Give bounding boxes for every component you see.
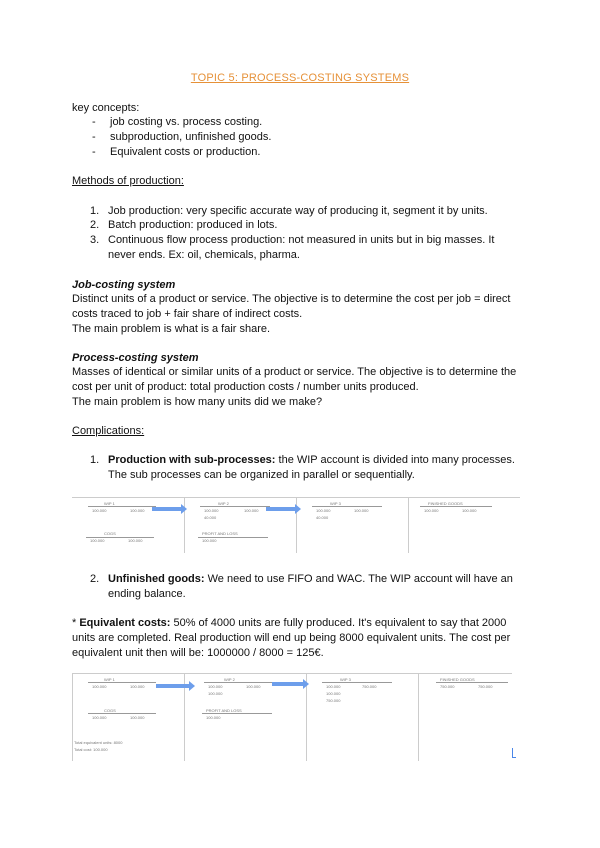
divider (72, 673, 512, 674)
divider (512, 757, 516, 758)
divider (418, 673, 419, 761)
divider (204, 682, 274, 683)
diagram-label: 100.000 (326, 691, 341, 696)
diagram-label: 100.000 (130, 508, 145, 513)
diagram-label: 100.000 (130, 715, 145, 720)
key-concepts-heading: key concepts: (72, 102, 140, 114)
job-costing-heading: Job-costing system (72, 279, 176, 291)
diagram-label: WIP 1 (104, 677, 115, 682)
diagram-label: 100.000 (128, 538, 143, 543)
divider (420, 506, 492, 507)
divider (306, 673, 307, 761)
divider (184, 497, 185, 553)
paragraph-line: Distinct units of a product or service. The objective is to determine the cost per job = direct (72, 293, 511, 305)
diagram-label: 100.000 (316, 508, 331, 513)
diagram-label: 100.000 (92, 715, 107, 720)
diagram-label: 100.000 (92, 508, 107, 513)
divider (296, 497, 297, 553)
divider (88, 713, 156, 714)
methods-heading: Methods of production: (72, 175, 184, 187)
divider (72, 673, 73, 761)
diagram-label: 40.000 (316, 515, 329, 520)
divider (322, 682, 392, 683)
divider (86, 537, 154, 538)
diagram-label: COGS (104, 708, 116, 713)
diagram-label: FINISHED GOODS (428, 501, 463, 506)
paragraph-line: The main problem is what is a fair share. (72, 323, 271, 335)
diagram-label: 100.000 (208, 691, 223, 696)
diagram-label: Total cost: 100.000 (74, 747, 108, 752)
diagram-label: FINISHED GOODS (440, 677, 475, 682)
diagram-label: 100.000 (90, 538, 105, 543)
paragraph-line: costs traced to job + fair share of indirect costs. (72, 308, 303, 320)
divider (436, 682, 508, 683)
diagram-label: WIP 2 (218, 501, 229, 506)
divider (184, 673, 185, 761)
dash-bullet: - (92, 146, 96, 158)
paragraph-line: units are completed. Real production will end up being 8000 equivalent units. The cost per (72, 632, 511, 644)
arrow-icon (152, 507, 182, 511)
divider (72, 497, 520, 498)
diagram-label: WIP 3 (340, 677, 351, 682)
divider (198, 537, 268, 538)
paragraph-line: Masses of identical or similar units of a product or service. The objective is to determine the (72, 366, 517, 378)
diagram-label: 750.000 (326, 698, 341, 703)
diagram-label: 100.000 (354, 508, 369, 513)
dash-bullet: - (92, 116, 96, 128)
diagram-label: WIP 2 (224, 677, 235, 682)
diagram-label: COGS (104, 531, 116, 536)
diagram-label: 100.000 (424, 508, 439, 513)
diagram-label: 100.000 (204, 508, 219, 513)
list-item-continuation: The sub processes can be organized in parallel or sequentially. (108, 469, 415, 481)
divider (202, 713, 272, 714)
diagram-label: 750.000 (478, 684, 493, 689)
divider (312, 506, 382, 507)
diagram-label: 100.000 (130, 684, 145, 689)
paragraph-line: cost per unit of product: total production costs / number units produced. (72, 381, 419, 393)
arrow-icon (156, 684, 190, 688)
list-item-continuation: ending balance. (108, 588, 186, 600)
dash-bullet: - (92, 131, 96, 143)
cell-cursor-icon (512, 748, 513, 758)
diagram-label: 100.000 (206, 715, 221, 720)
paragraph-line: The main problem is how many units did we make? (72, 396, 323, 408)
diagram-label: 100.000 (92, 684, 107, 689)
diagram-label: 100.000 (246, 684, 261, 689)
divider (200, 506, 270, 507)
diagram-label: PROFIT AND LOSS (202, 531, 238, 536)
list-item: * Equivalent costs: 50% of 4000 units are fully produced. It's equivalent to say that 2000 (72, 617, 507, 629)
divider (88, 682, 156, 683)
diagram-label: 100.000 (462, 508, 477, 513)
diagram-label: PROFIT AND LOSS (206, 708, 242, 713)
paragraph-line: equivalent unit then will be: 1000000 / 8000 = 125€. (72, 647, 324, 659)
arrow-icon (272, 682, 304, 686)
diagram-label: Total equivalent units: 8000 (74, 740, 123, 745)
list-item-continuation: never ends. Ex: oil, chemicals, pharma. (108, 249, 300, 261)
diagram-label: 750.000 (440, 684, 455, 689)
process-costing-heading: Process-costing system (72, 352, 199, 364)
arrow-icon (266, 507, 296, 511)
diagram-label: WIP 3 (330, 501, 341, 506)
divider (408, 497, 409, 553)
diagram-label: 40.000 (204, 515, 217, 520)
diagram-label: 750.000 (362, 684, 377, 689)
complications-heading: Complications: (72, 425, 145, 437)
divider (88, 506, 156, 507)
diagram-label: 100.000 (202, 538, 217, 543)
diagram-label: 100.000 (244, 508, 259, 513)
diagram-label: WIP 1 (104, 501, 115, 506)
page-title: TOPIC 5: PROCESS-COSTING SYSTEMS (190, 72, 410, 84)
diagram-label: 100.000 (326, 684, 341, 689)
diagram-label: 100.000 (208, 684, 223, 689)
